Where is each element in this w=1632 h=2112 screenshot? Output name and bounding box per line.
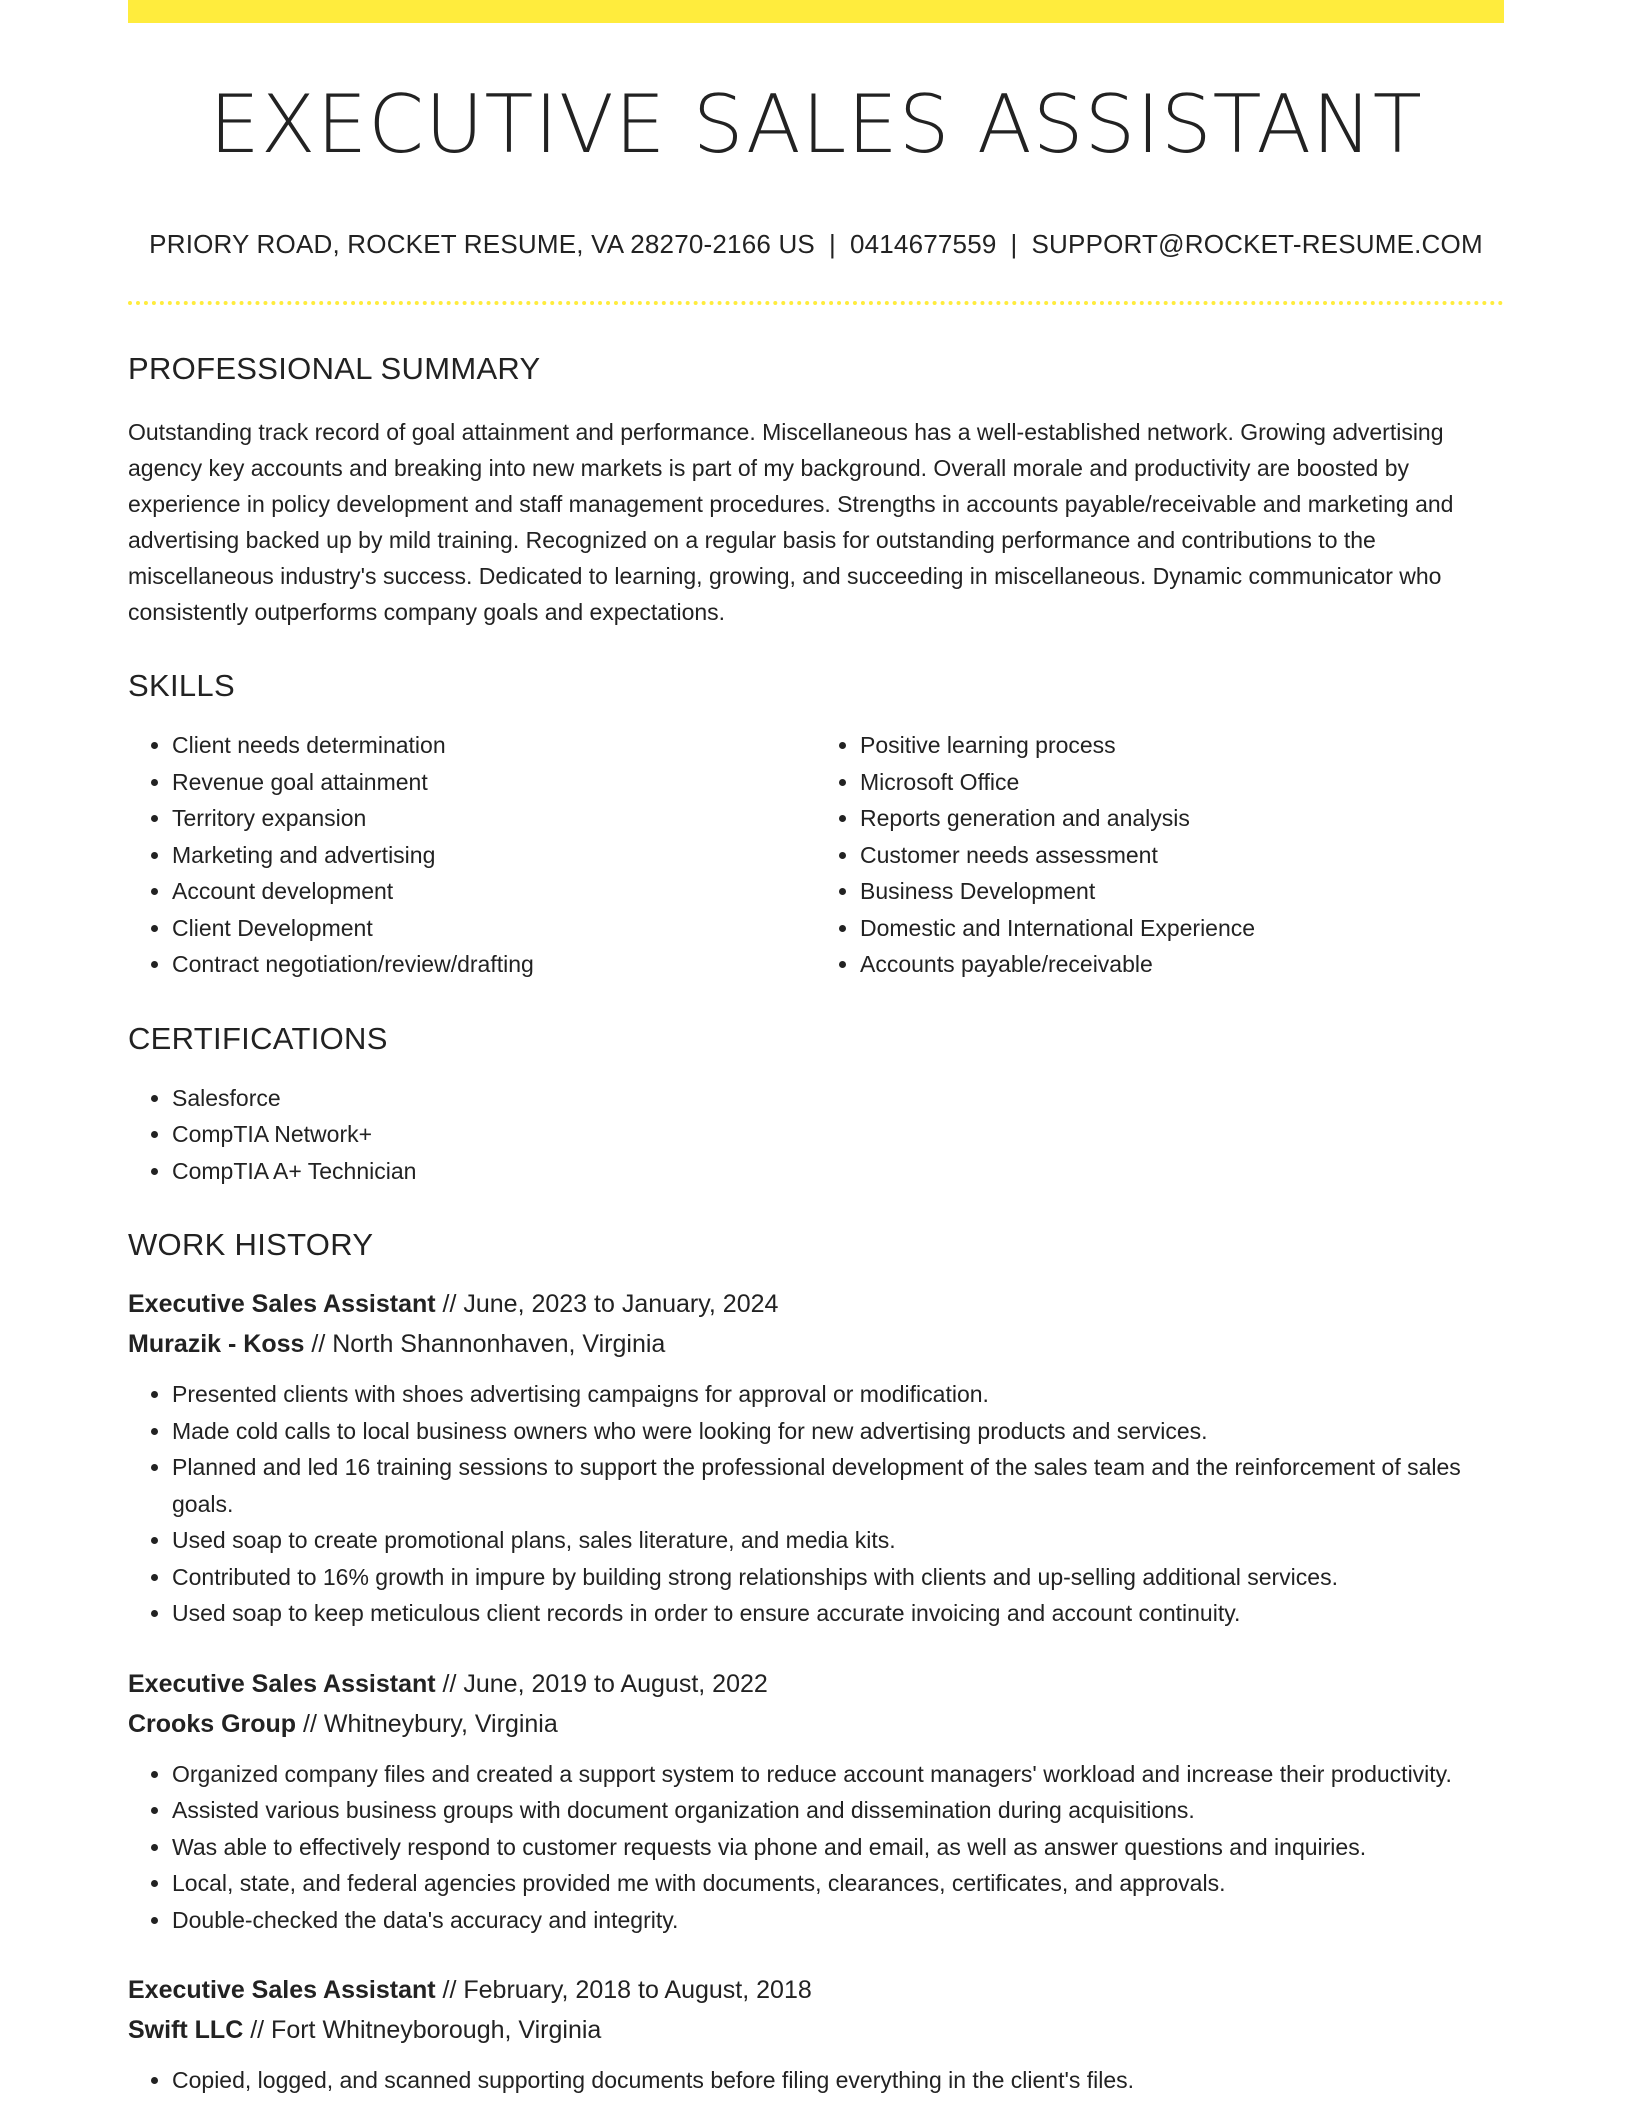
contact-address: PRIORY ROAD, ROCKET RESUME, VA 28270-2166 US bbox=[149, 229, 815, 259]
contact-email: SUPPORT@ROCKET-RESUME.COM bbox=[1031, 229, 1483, 259]
job-bullet: • Contributed to 16% growth in impure by building strong relationships with clients and up-selling additional services. bbox=[172, 1559, 1504, 1596]
job-dates: // June, 2023 to January, 2024 bbox=[435, 1290, 779, 1318]
skills-list-left bbox=[128, 727, 816, 983]
job-title-line bbox=[128, 1970, 1504, 2010]
job-bullets bbox=[128, 1376, 1504, 1632]
job-entry bbox=[128, 1970, 1504, 2099]
skill-item: • Customer needs assessment bbox=[860, 837, 1504, 874]
skill-item: • Microsoft Office bbox=[860, 764, 1504, 801]
skill-item: • Business Development bbox=[860, 873, 1504, 910]
job-location: // North Shannonhaven, Virginia bbox=[304, 1330, 666, 1358]
job-company: Crooks Group bbox=[128, 1709, 297, 1738]
skills-heading: SKILLS bbox=[128, 668, 235, 703]
skill-item: • Client Development bbox=[172, 910, 816, 947]
job-company: Swift LLC bbox=[128, 2016, 244, 2044]
job-title: Executive Sales Assistant bbox=[128, 1290, 436, 1318]
certifications-list bbox=[128, 1080, 1504, 1190]
job-bullet: • Presented clients with shoes advertising campaigns for approval or modification. bbox=[172, 1376, 1504, 1413]
skill-item: • Territory expansion bbox=[172, 800, 816, 837]
job-company-line bbox=[128, 2010, 1504, 2050]
skills-list-right bbox=[816, 727, 1504, 983]
skill-item: • Domestic and International Experience bbox=[860, 910, 1504, 947]
dotted-divider bbox=[128, 301, 1504, 305]
skill-item: • Accounts payable/receivable bbox=[860, 946, 1504, 983]
job-company-line bbox=[128, 1704, 1504, 1744]
job-bullets bbox=[128, 2062, 1504, 2099]
job-title: Executive Sales Assistant bbox=[128, 1669, 436, 1698]
skill-item: • Account development bbox=[172, 873, 816, 910]
job-company: Murazik - Koss bbox=[128, 1330, 305, 1358]
work-history-list bbox=[128, 1284, 1504, 2099]
job-title-line bbox=[128, 1664, 1504, 1704]
contact-separator: | bbox=[1010, 229, 1018, 259]
resume-name: EXECUTIVE SALES ASSISTANT bbox=[209, 78, 1423, 171]
job-company-line bbox=[128, 1324, 1504, 1364]
job-location: // Whitneybury, Virginia bbox=[296, 1709, 558, 1738]
top-accent-bar bbox=[128, 0, 1504, 23]
skill-item: • Contract negotiation/review/drafting bbox=[172, 946, 816, 983]
contact-phone: 0414677559 bbox=[849, 229, 997, 259]
job-bullet: • Local, state, and federal agencies provided me with documents, clearances, certificates, and approvals. bbox=[172, 1865, 1504, 1902]
job-bullet: • Double-checked the data's accuracy and integrity. bbox=[172, 1902, 1504, 1939]
work-history-heading: WORK HISTORY bbox=[128, 1227, 374, 1262]
skill-item: • Client needs determination bbox=[172, 727, 816, 764]
contact-separator: | bbox=[828, 229, 836, 259]
certifications-heading: CERTIFICATIONS bbox=[128, 1020, 388, 1056]
job-entry bbox=[128, 1664, 1504, 1939]
skill-item: • Revenue goal attainment bbox=[172, 764, 816, 801]
summary-text: Outstanding track record of goal attainment and performance. Miscellaneous has a well-established network. Growing advertising agency key accounts and breaking into new markets is part of my background. Overall morale and productivity are boosted by experience in policy development and staff management procedures. Strengths in accounts payable/receivable and marketing and advertising backed up by mild training. Recognized on a regular basis for outstanding performance and contributions to the miscellaneous industry's success. Dedicated to learning, growing, and succeeding in miscellaneous. Dynamic communicator who consistently outperforms company goals and expectations. bbox=[128, 419, 1454, 625]
job-bullet: • Used soap to create promotional plans, sales literature, and media kits. bbox=[172, 1522, 1504, 1559]
certification-item: • CompTIA Network+ bbox=[172, 1116, 1504, 1153]
certification-item: • Salesforce bbox=[172, 1080, 1504, 1117]
summary-heading: PROFESSIONAL SUMMARY bbox=[128, 351, 541, 386]
job-bullet: • Planned and led 16 training sessions to support the professional development of the sales team and the reinforcement of sales goals. bbox=[172, 1449, 1504, 1522]
job-location: // Fort Whitneyborough, Virginia bbox=[243, 2016, 602, 2044]
contact-line bbox=[128, 231, 1504, 257]
job-bullet: • Assisted various business groups with document organization and dissemination during acquisitions. bbox=[172, 1792, 1504, 1829]
skill-item: • Positive learning process bbox=[860, 727, 1504, 764]
job-entry bbox=[128, 1284, 1504, 1632]
job-dates: // June, 2019 to August, 2022 bbox=[435, 1669, 768, 1698]
job-title: Executive Sales Assistant bbox=[128, 1976, 436, 2004]
skill-item: • Marketing and advertising bbox=[172, 837, 816, 874]
job-title-line bbox=[128, 1284, 1504, 1324]
skills-columns bbox=[128, 727, 1504, 983]
job-dates: // February, 2018 to August, 2018 bbox=[435, 1976, 812, 2004]
job-bullet: • Was able to effectively respond to customer requests via phone and email, as well as answer questions and inquiries. bbox=[172, 1829, 1504, 1866]
certification-item: • CompTIA A+ Technician bbox=[172, 1153, 1504, 1190]
job-bullets bbox=[128, 1756, 1504, 1939]
job-bullet: • Copied, logged, and scanned supporting documents before filing everything in the client's files. bbox=[172, 2062, 1504, 2099]
resume-page bbox=[128, 0, 1504, 2099]
job-bullet: • Used soap to keep meticulous client records in order to ensure accurate invoicing and account continuity. bbox=[172, 1595, 1504, 1632]
job-bullet: • Made cold calls to local business owners who were looking for new advertising products and services. bbox=[172, 1413, 1504, 1450]
skill-item: • Reports generation and analysis bbox=[860, 800, 1504, 837]
job-bullet: • Organized company files and created a support system to reduce account managers' workload and increase their productivity. bbox=[172, 1756, 1504, 1793]
